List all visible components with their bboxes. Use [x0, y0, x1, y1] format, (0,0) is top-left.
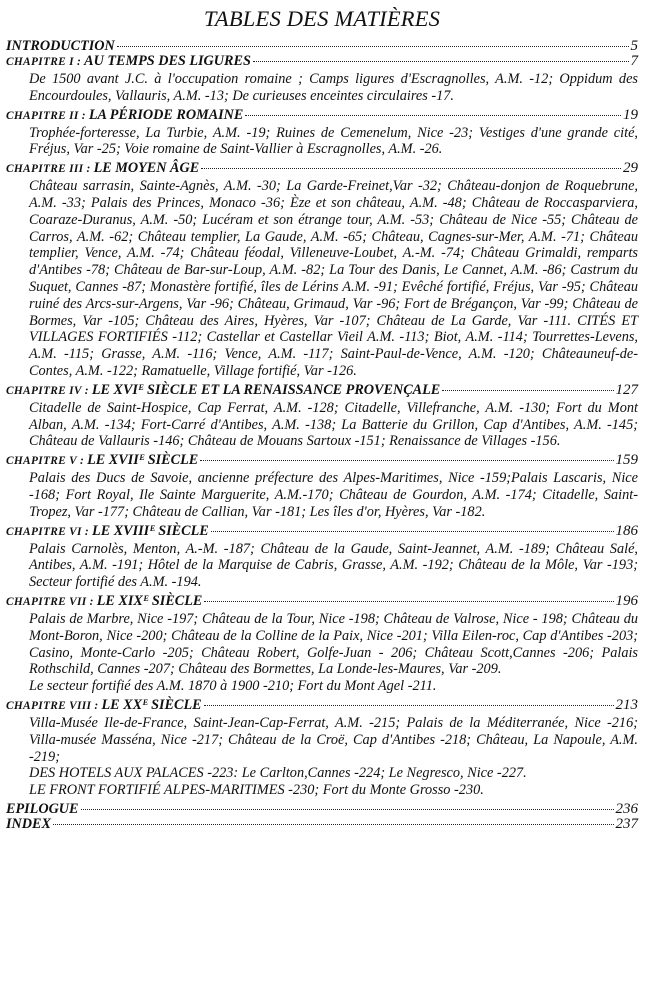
dot-leader — [117, 46, 629, 47]
chapter-title: LE XVIIᴱ SIÈCLE — [87, 452, 199, 469]
chapter-title: LA PÉRIODE ROMAINE — [88, 106, 244, 123]
toc-entry-index — [6, 817, 638, 832]
chapter-title: LE XVIIIᴱ SIÈCLE — [92, 522, 209, 539]
page-title: TABLES DES MATIÈRES — [203, 6, 441, 31]
table-of-contents — [6, 6, 638, 832]
description-paragraph: LE FRONT FORTIFIÉ ALPES-MARITIMES -230; Fort du Monte Grosso -230. — [29, 782, 484, 799]
chapter-title: LE MOYEN ÂGE — [93, 160, 200, 177]
introduction-heading: INTRODUCTION — [6, 38, 115, 54]
chapter-heading — [6, 453, 198, 469]
description-paragraph: Palais des Ducs de Savoie, ancienne préfecture des Alpes-Maritimes, Nice -159;Palais Lascaris, Nice -168; Fort Royal, Ile Sainte Marguerite, A.M.-170; Château de Gourdon, A.M. -174; Citadelle, Saint-Tropez, Var -177; Château de Callian, Var -181; Les îles d'or, Hyères, Var -182. — [29, 470, 638, 520]
page-number: 5 — [630, 38, 638, 54]
dot-leader — [245, 115, 621, 116]
chapter-title: LE XIXᴱ SIÈCLE — [96, 592, 203, 609]
toc-entry-introduction — [6, 39, 638, 54]
chapter-heading — [6, 524, 209, 540]
page-number: 186 — [615, 522, 638, 539]
dot-leader — [200, 460, 613, 461]
dot-leader — [204, 705, 614, 706]
page-number: 236 — [615, 800, 638, 817]
description-paragraph: DES HOTELS AUX PALACES -223: Le Carlton,Cannes -224; Le Negresco, Nice -227. — [29, 765, 527, 782]
dot-leader — [204, 601, 613, 602]
chapter-description — [29, 400, 638, 450]
chapter-description — [29, 71, 638, 105]
description-paragraph: De 1500 avant J.C. à l'occupation romaine ; Camps ligures d'Escragnolles, A.M. -12; Oppidum des Encourdoules, Vallauris, A.M. -13; De curieuses enceintes circulaires -17. — [29, 71, 638, 104]
toc-entry-chapter — [6, 161, 638, 383]
dot-leader — [442, 390, 613, 391]
chapter-description — [29, 541, 638, 591]
toc-entry-chapter — [6, 108, 638, 162]
chapter-heading — [6, 108, 243, 124]
chapter-title: LE XXᴱ SIÈCLE — [101, 696, 202, 713]
chapter-heading — [6, 383, 440, 399]
dot-leader — [211, 531, 614, 532]
chapter-title: AU TEMPS DES LIGURES — [84, 53, 251, 69]
page-number: 19 — [623, 106, 638, 123]
page-number: 213 — [615, 696, 638, 713]
page-number: 127 — [615, 381, 638, 398]
chapter-description — [29, 715, 638, 799]
description-paragraph: Trophée-forteresse, La Turbie, A.M. -19; Ruines de Cemenelum, Nice -23; Vestiges d'une grande cité, Fréjus, Var -25; Voie romaine de Saint-Vallier à Escragnolles, A.M. -26. — [29, 124, 638, 158]
page-number: 196 — [615, 592, 638, 609]
chapter-label: CHAPITRE III : — [6, 163, 91, 176]
chapter-description — [29, 470, 638, 520]
chapter-heading — [6, 161, 199, 177]
toc-entry-chapter — [6, 594, 638, 698]
chapter-label: CHAPITRE VIII : — [6, 699, 99, 712]
description-paragraph: Château sarrasin, Sainte-Agnès, A.M. -30; La Garde-Freinet,Var -32; Château-donjon de Roquebrune, A.M. -33; Palais des Princes, Monaco -36; Èze et son château, A.M. -48; Château de Roccasparviera, Coaraze-Duranus, A.M. -50; Lucéram et son étrange tour, A.M. -53; Château de Nice -55; Château de Carros, A.M. -62; Château templier, La Gaude, A.M. -65; Château, Cagnes-sur-Mer, A.M. -71; Château templier, Vence, A.M. -74; Château féodal, Villeneuve-Loubet, A.-M. -74; Château Grimaldi, remparts d'Antibes -78; Château de Bar-sur-Loup, A.M. -82; La Tour des Danis, Le Cannet, A.M. -86; Castrum du Suquet, Cannes -87; Monastère fortifié, îles de Lérins A.M. -91; Evêché fortifié, Fréjus, Var -95; Château ruiné des Arcs-sur-Argens, Var -96; Château, Grimaud, Var -96; Fort de Brégançon, Var -99; Château de Bormes, Var -105; Château des Aires, Hyères, Var -107; Château de La Garde, Var -111. CITÉS ET VILLAGES FORTIFIÉS -112; Castellar et Castellar Vieil A.M. -113; Biot, A.M. -114; Tourrettes-Levens, A.M. -115; Grasse, A.M. -116; Vence, A.M. -117; Saint-Paul-de-Vence, A.M. -120; Châteauneuf-de-Contes, A.M. -122; Ramatuelle, Village fortifié, Var -126. — [29, 178, 638, 379]
description-paragraph: Palais Carnolès, Menton, A.-M. -187; Château de la Gaude, Saint-Jeannet, A.M. -189; Château Salé, Antibes, A.M. -191; Hôtel de la Marquise de Cabris, Grasse, A.M. -192; Château de la Môle, Var -193; Secteur fortifié des A.M. -194. — [29, 540, 638, 591]
description-paragraph: Palais de Marbre, Nice -197; Château de la Tour, Nice -198; Château de Valrose, Nice - 198; Château du Mont-Boron, Nice -200; Château de la Colline de la Paix, Nice -201; Villa Eilen-roc, Cap d'Antibes -203; Casino, Monte-Carlo -205; Château Robert, Golfe-Juan - 206; Château Scott,Cannes -206; Palais Rothschild, Cannes -207; Château des Bormettes, La Londe-les-Maures, Var -209. — [29, 610, 638, 678]
chapter-label: CHAPITRE IV : — [6, 384, 89, 397]
dot-leader — [201, 168, 621, 169]
dot-leader — [81, 809, 614, 810]
chapter-label: CHAPITRE V : — [6, 455, 85, 468]
chapter-list — [6, 54, 638, 802]
chapter-label: CHAPITRE VII : — [6, 595, 94, 608]
description-paragraph: Citadelle de Saint-Hospice, Cap Ferrat, A.M. -128; Citadelle, Villefranche, A.M. -130; Fort du Mont Alban, A.M. -134; Fort-Carré d'Antibes, A.M. -138; La Batterie du Grillon, Cap d'Antibes, A.M. -145; Château de Vallauris -146; Château de Mouans Sartoux -151; Renaissance de Villages -156. — [29, 399, 638, 450]
toc-entry-chapter — [6, 453, 638, 523]
description-paragraph: Le secteur fortifié des A.M. 1870 à 1900 -210; Fort du Mont Agel -211. — [29, 678, 437, 695]
chapter-label: CHAPITRE I : — [6, 56, 82, 68]
page-number: 29 — [623, 160, 638, 177]
dot-leader — [53, 824, 614, 825]
page-number: 237 — [615, 815, 638, 832]
chapter-heading — [6, 698, 202, 714]
dot-leader — [253, 61, 629, 62]
description-paragraph: Villa-Musée Ile-de-France, Saint-Jean-Cap-Ferrat, A.M. -215; Palais de la Méditerranée, Nice -216; Villa-musée Masséna, Nice -217; Château de la Croë, Cap d'Antibes -218; Château, La Napoule, A.M. -219; — [29, 714, 638, 765]
chapter-title: LE XVIᴱ SIÈCLE ET LA RENAISSANCE PROVENÇALE — [91, 381, 441, 398]
toc-entry-epilogue — [6, 802, 638, 817]
chapter-description — [29, 178, 638, 380]
toc-entry-chapter — [6, 54, 638, 108]
chapter-heading — [6, 594, 202, 610]
toc-entry-chapter — [6, 524, 638, 594]
toc-entry-chapter — [6, 698, 638, 802]
chapter-description — [29, 611, 638, 695]
index-heading: INDEX — [6, 815, 51, 832]
chapter-description — [29, 125, 638, 159]
epilogue-heading: EPILOGUE — [6, 800, 79, 817]
chapter-heading — [6, 54, 251, 70]
page-number: 7 — [630, 53, 638, 69]
page-number: 159 — [615, 452, 638, 469]
chapter-label: CHAPITRE VI : — [6, 525, 90, 538]
toc-entry-chapter — [6, 383, 638, 453]
chapter-label: CHAPITRE II : — [6, 109, 86, 122]
